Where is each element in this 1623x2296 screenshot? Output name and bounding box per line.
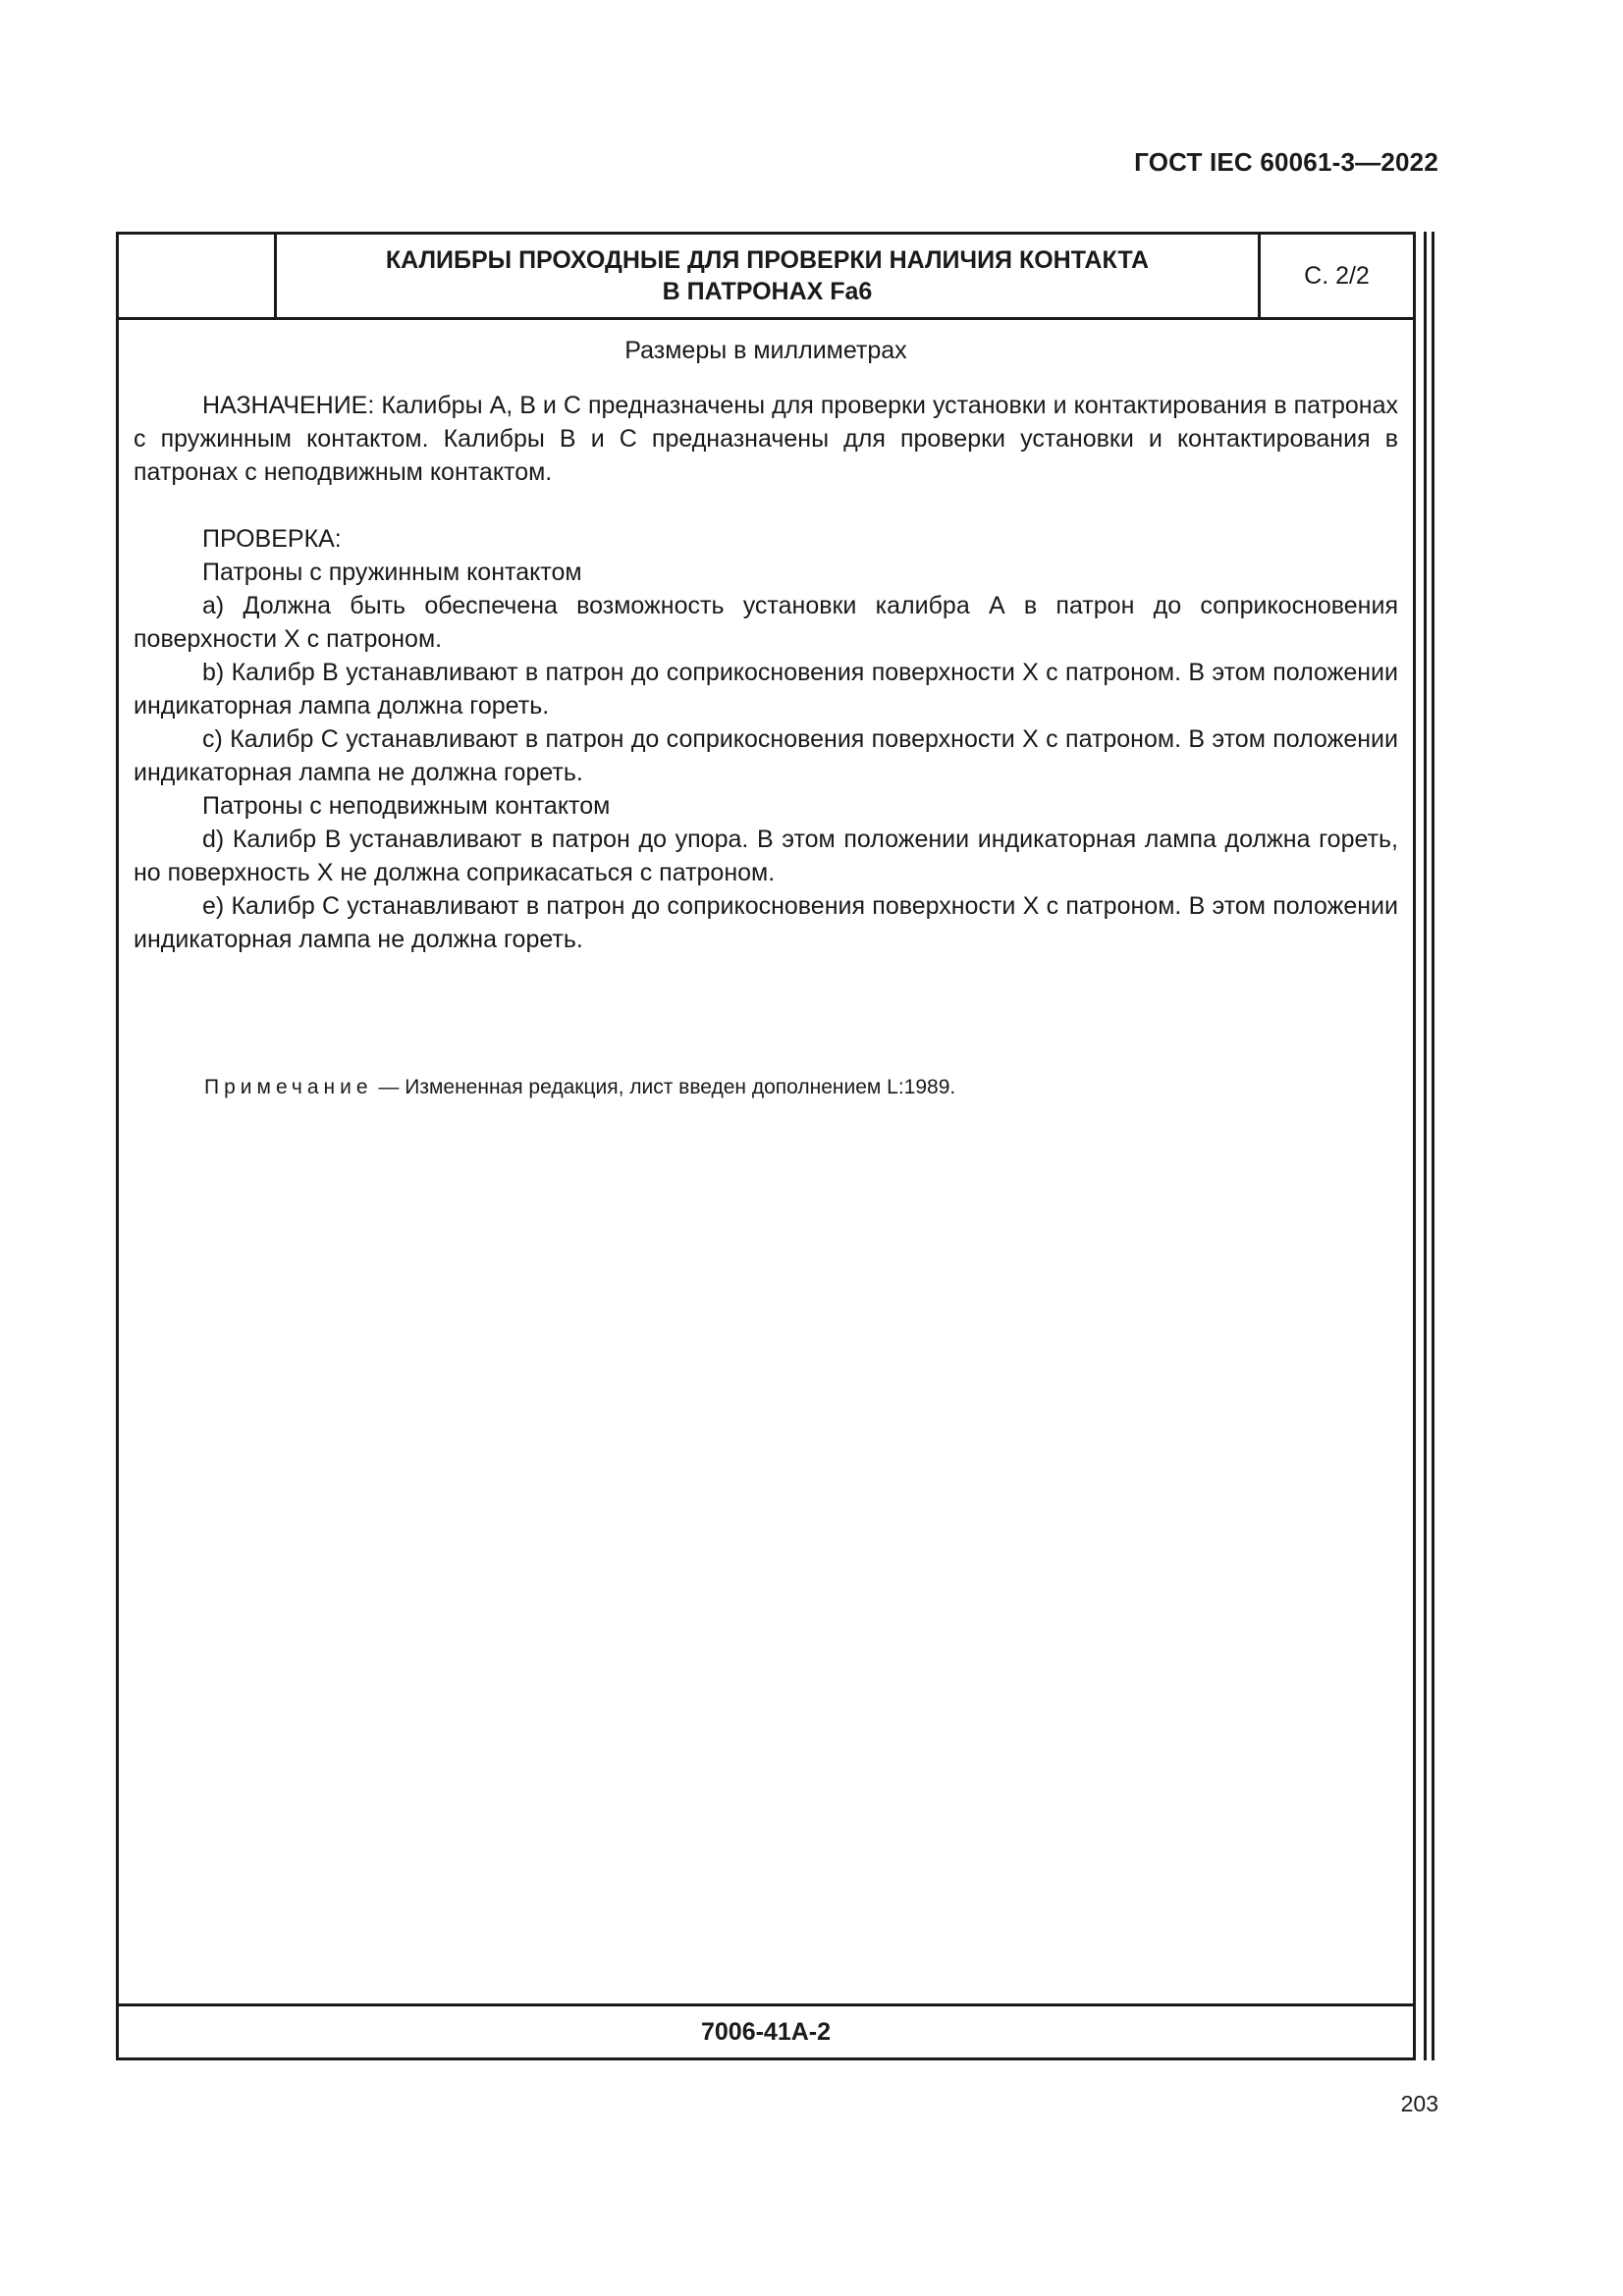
item-a: а) Должна быть обеспечена возможность установки калибра А в патрон до соприкосновения поверхности X с патроном. xyxy=(134,592,1398,653)
sheet-title-line2: В ПАТРОНАХ Fa6 xyxy=(662,278,873,305)
dimensions-note: Размеры в миллиметрах xyxy=(624,337,907,364)
item-d: d) Калибр В устанавливают в патрон до упора. В этом положении индикаторная лампа должна гореть, но поверхность X не должна соприкасаться с патроном. xyxy=(134,826,1398,886)
sheet-title xyxy=(277,235,1258,317)
note-label: Примечание xyxy=(204,1076,373,1098)
item-c: с) Калибр С устанавливают в патрон до соприкосновения поверхности X с патроном. В этом положении индикаторная лампа не должна гореть. xyxy=(134,725,1398,786)
document-code: ГОСТ IEC 60061-3—2022 xyxy=(1134,147,1438,177)
item-b: b) Калибр В устанавливают в патрон до соприкосновения поверхности X с патроном. В этом положении индикаторная лампа должна гореть. xyxy=(134,659,1398,720)
fixed-contact-heading: Патроны с неподвижным контактом xyxy=(202,792,611,820)
sheet-page-ref: С. 2/2 xyxy=(1258,235,1413,317)
note-text: — Измененная редакция, лист введен дополнением L:1989. xyxy=(372,1076,956,1098)
sheet-number: 7006-41A-2 xyxy=(119,2003,1413,2057)
check-heading: ПРОВЕРКА: xyxy=(202,525,342,553)
spring-contact-heading: Патроны с пружинным контактом xyxy=(202,559,582,586)
note xyxy=(204,1076,1398,1099)
item-e: е) Калибр С устанавливают в патрон до соприкосновения поверхности X с патроном. В этом положении индикаторная лампа не должна гореть. xyxy=(134,892,1398,953)
margin-rule xyxy=(1424,232,1427,2060)
margin-rule xyxy=(1432,232,1434,2060)
sheet-title-line1: КАЛИБРЫ ПРОХОДНЫЕ ДЛЯ ПРОВЕРКИ НАЛИЧИЯ КОНТАКТА xyxy=(385,246,1150,274)
sheet-body xyxy=(134,389,1398,956)
page-number: 203 xyxy=(1400,2091,1438,2116)
sheet-header xyxy=(119,235,1413,320)
header-empty-cell xyxy=(119,235,277,317)
sheet-frame xyxy=(116,232,1416,2060)
purpose-paragraph: НАЗНАЧЕНИЕ: Калибры А, В и С предназначены для проверки установки и контактирования в патронах с пружинным контактом. Калибры В и С предназначены для проверки установки и контактирования в патронах с неподвижным контактом. xyxy=(134,392,1398,486)
